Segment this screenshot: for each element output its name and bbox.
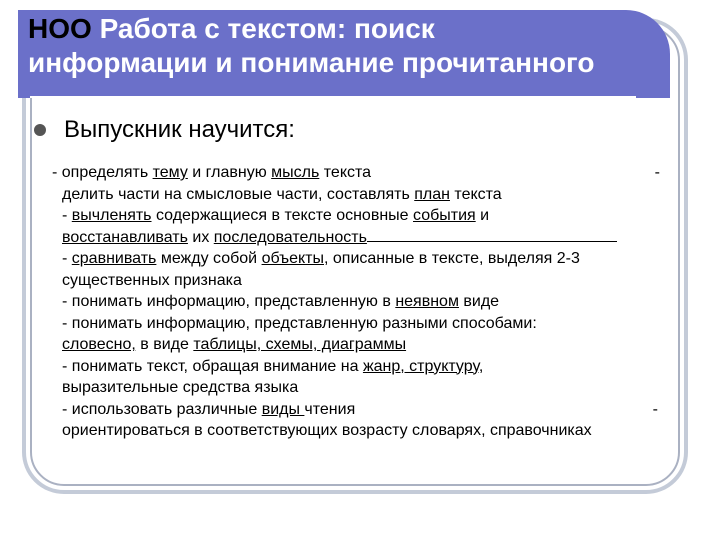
title-line2: информации и понимание прочитанного (28, 47, 595, 78)
title-lead: НОО (28, 13, 92, 44)
list-item: выразительные средства языка (62, 379, 299, 396)
line-dash: - (654, 164, 660, 181)
bullet-heading: Выпускник научится: (64, 116, 295, 143)
bullet-heading-row (34, 116, 295, 144)
fill-line (367, 240, 617, 242)
list-item: - использовать различные виды чтения - (52, 399, 672, 421)
title-bold: Работа с текстом: (99, 13, 347, 44)
list-item: восстанавливать их последовательность (52, 227, 672, 249)
slide-title (28, 12, 658, 80)
list-item: - вычленять содержащиеся в тексте основные события и (62, 207, 490, 224)
list-item: словесно, в виде таблицы, схемы, диаграммы (62, 336, 407, 353)
list-item: делить части на смысловые части, составлять план текста (62, 185, 502, 203)
list-item: - понимать информацию, представленную в неявном виде (62, 293, 500, 310)
list-item: существенных признака (62, 271, 242, 289)
list-item: ориентироваться в соответствующих возрасту словарях, справочниках (62, 422, 592, 439)
list-item: - сравнивать между собой объекты, описанные в тексте, выделяя 2-3 (62, 250, 580, 267)
line-dash: - (652, 400, 658, 418)
list-item: - понимать информацию, представленную разными способами: (62, 314, 537, 332)
title-underline (30, 96, 636, 98)
title-rest: поиск (353, 13, 435, 44)
bullet-dot-icon (34, 124, 46, 136)
list-item: - определять тему и главную мысль текста - (52, 162, 672, 184)
skills-list (52, 162, 672, 442)
list-item: - понимать текст, обращая внимание на жанр, структуру, (62, 357, 484, 375)
